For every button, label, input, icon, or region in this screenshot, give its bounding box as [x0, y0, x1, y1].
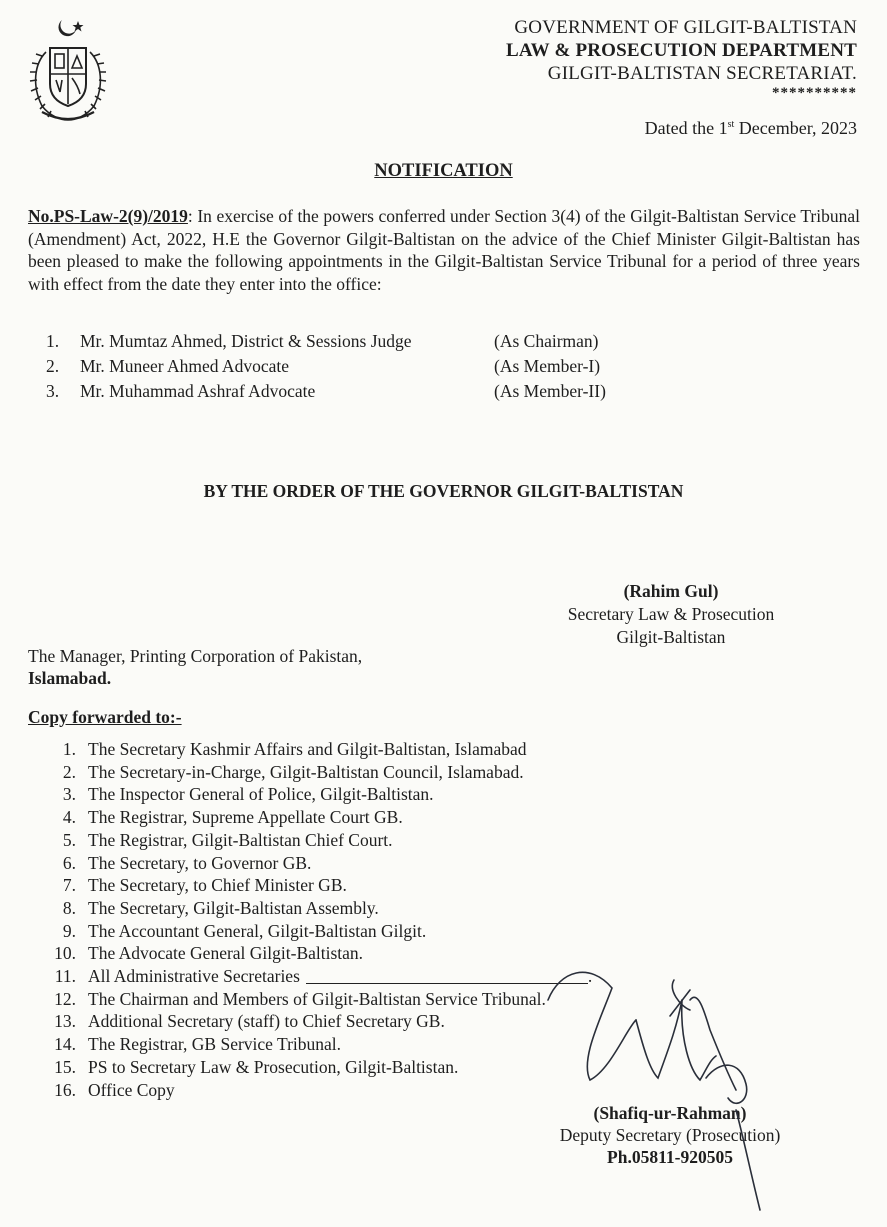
list-item: 8. The Secretary, Gilgit-Baltistan Assembly. — [62, 897, 379, 918]
state-emblem-icon — [22, 14, 114, 126]
list-item: 2. The Secretary-in-Charge, Gilgit-Baltistan Council, Islamabad. — [62, 761, 524, 782]
list-item: 13. Additional Secretary (staff) to Chief Secretary GB. — [54, 1011, 445, 1032]
addressee-line1: The Manager, Printing Corporation of Pakistan, — [28, 646, 363, 666]
notification-text: : In exercise of the powers conferred under Section 3(4) of the Gilgit-Baltistan Service Tribunal (Amendment) Act, 2022, H.E the Governor Gilgit-Baltistan on the advice of the Chief Minister Gilgit-Baltistan has been pleased to make the following appointments in the Gilgit-Baltistan Service Tribunal for a period of three years with effect from the date they enter into the office: — [28, 206, 860, 294]
blank-line-dot: . — [587, 966, 593, 987]
list-item: 3. The Inspector General of Police, Gilgit-Baltistan. — [62, 784, 434, 805]
list-item: 11. All Administrative Secretaries . — [54, 966, 593, 987]
list-item: 7. The Secretary, to Chief Minister GB. — [62, 875, 347, 896]
copy-heading: Copy forwarded to:- — [28, 707, 182, 727]
signatory-name: (Rahim Gul) — [623, 581, 719, 601]
header-stars: ********** — [772, 85, 857, 101]
signatory-designation-2: Deputy Secretary (Prosecution) — [559, 1125, 781, 1145]
list-item: 2. Mr. Muneer Ahmed Advocate (As Member-I) — [46, 356, 601, 376]
list-item: 1. The Secretary Kashmir Affairs and Gilgit-Baltistan, Islamabad — [62, 739, 527, 759]
department-header — [506, 16, 857, 101]
list-item: 9. The Accountant General, Gilgit-Baltistan Gilgit. — [62, 920, 427, 941]
list-item: 4. The Registrar, Supreme Appellate Court GB. — [62, 807, 403, 828]
page-title: NOTIFICATION — [374, 161, 513, 181]
list-item: 1. Mr. Mumtaz Ahmed, District & Sessions Judge (As Chairman) — [46, 331, 599, 351]
list-item: 12. The Chairman and Members of Gilgit-Baltistan Service Tribunal. — [54, 988, 546, 1009]
department-name: LAW & PROSECUTION DEPARTMENT — [505, 40, 857, 61]
signatory-block — [540, 580, 802, 649]
addressee — [28, 645, 362, 689]
signatory-place: Gilgit-Baltistan — [616, 627, 726, 647]
list-item: 15. PS to Secretary Law & Prosecution, Gilgit-Baltistan. — [54, 1056, 459, 1077]
list-item: 6. The Secretary, to Governor GB. — [62, 852, 312, 873]
order-line: BY THE ORDER OF THE GOVERNOR GILGIT-BALTISTAN — [203, 481, 684, 501]
signatory-designation: Secretary Law & Prosecution — [567, 604, 775, 624]
copy-list — [46, 738, 592, 1101]
secretariat-name: GILGIT-BALTISTAN SECRETARIAT. — [547, 63, 857, 84]
signature-icon — [540, 960, 800, 1222]
addressee-line2: Islamabad. — [28, 668, 112, 688]
appointments-list — [46, 330, 606, 405]
notification-ref: No.PS-Law-2(9)/2019 — [28, 206, 188, 226]
list-item: 14. The Registrar, GB Service Tribunal. — [54, 1034, 342, 1055]
signatory-phone: Ph.05811-920505 — [607, 1147, 733, 1167]
notification-date: Dated the 1st December, 2023 — [644, 118, 857, 138]
signatory-name-2: (Shafiq-ur-Rahman) — [593, 1103, 747, 1123]
list-item: 16. Office Copy — [54, 1079, 175, 1100]
list-item: 3. Mr. Muhammad Ashraf Advocate (As Member-II) — [46, 381, 606, 401]
notification-body — [28, 205, 860, 295]
list-item: 5. The Registrar, Gilgit-Baltistan Chief Court. — [62, 829, 393, 850]
list-item: 10. The Advocate General Gilgit-Baltistan. — [54, 943, 364, 964]
government-name: GOVERNMENT OF GILGIT-BALTISTAN — [514, 17, 857, 38]
